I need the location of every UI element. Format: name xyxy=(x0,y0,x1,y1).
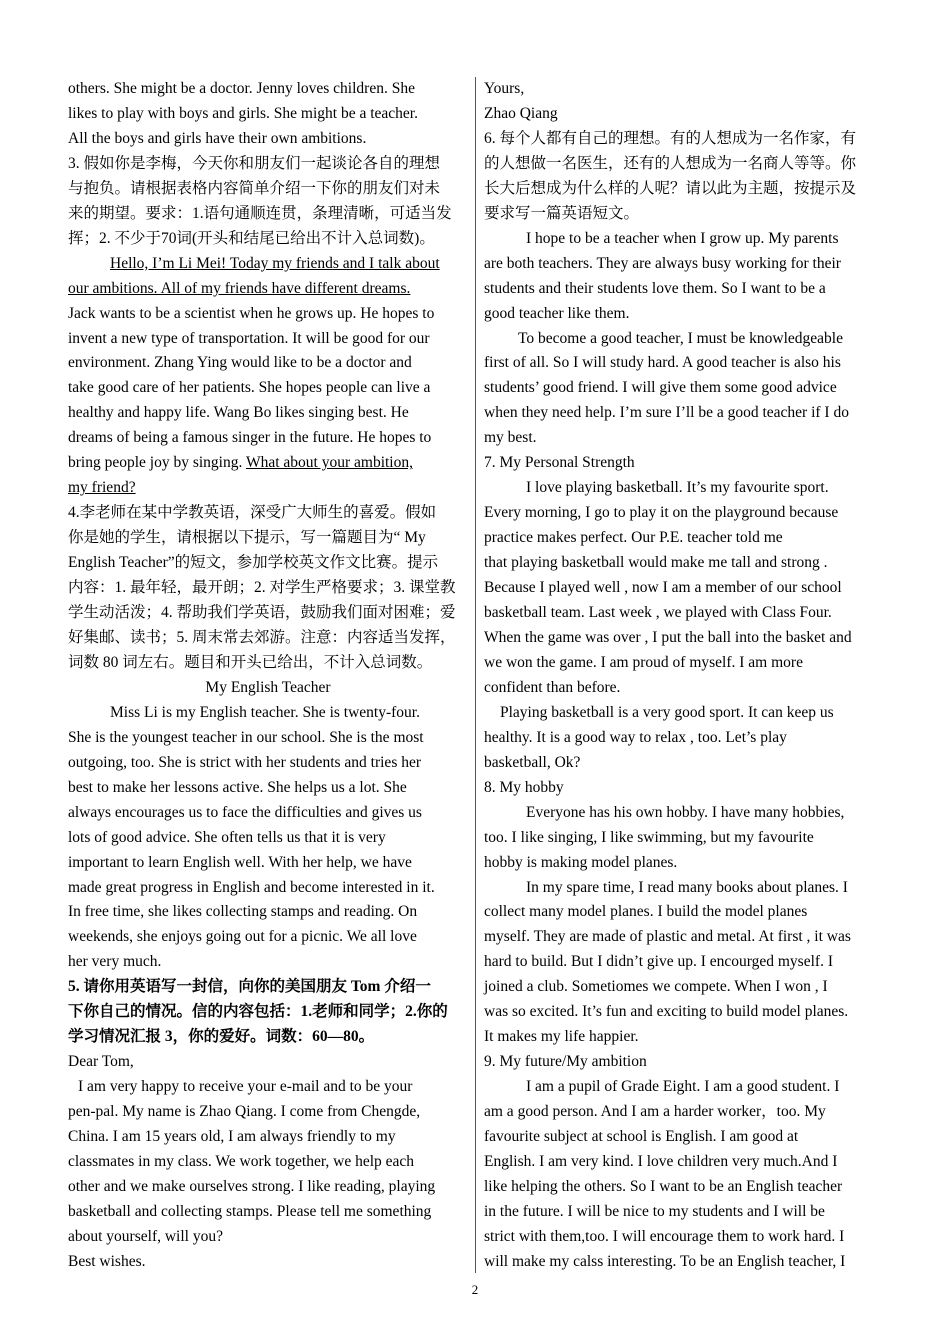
line-text: hard to build. But I didn’t give up. I encourged myself. I xyxy=(484,953,833,971)
line-text: like helping the others. So I want to be an English teacher xyxy=(484,1177,843,1195)
line-text: In my spare time, I read many books about planes. I xyxy=(526,878,848,896)
line-text: students’ good friend. I will give them some good advice xyxy=(484,379,837,397)
line-text: always encourages us to face the difficulties and gives us xyxy=(68,803,422,821)
line-text: All the boys and girls have their own ambitions. xyxy=(68,129,367,147)
line-text: invent a new type of transportation. It will be good for our xyxy=(68,329,430,347)
line-text: Dear Tom, xyxy=(68,1053,134,1071)
line-text: myself. They are made of plastic and metal. At first , it was xyxy=(484,928,851,946)
right-text-line xyxy=(484,476,884,501)
line-text: take good care of her patients. She hopes people can live a xyxy=(68,379,431,397)
line-text: environment. Zhang Ying would like to be a doctor and xyxy=(68,354,412,372)
line-text: 5. 请你用英语写一封信，向你的美国朋友 Tom 介绍一 xyxy=(68,978,431,996)
right-text-line xyxy=(484,376,884,401)
left-text-line xyxy=(68,152,468,177)
right-text-line xyxy=(484,801,884,826)
line-text: others. She might be a doctor. Jenny loves children. She xyxy=(68,80,415,97)
line-text: In free time, she likes collecting stamps and reading. On xyxy=(68,903,418,921)
right-text-line xyxy=(484,676,884,701)
right-text-line xyxy=(484,426,884,451)
right-text-line xyxy=(484,202,884,227)
left-text-line xyxy=(68,476,468,501)
left-text-line xyxy=(68,102,468,127)
right-text-line xyxy=(484,102,884,127)
line-text: Best wishes. xyxy=(68,1252,146,1270)
line-text: 来的期望。要求：1.语句通顺连贯，条理清晰，可适当发 xyxy=(68,204,452,222)
left-text-line xyxy=(68,1250,468,1275)
line-text: 要求写一篇英语短文。 xyxy=(484,204,640,222)
right-text-line xyxy=(484,401,884,426)
line-text: Jack wants to be a scientist when he grows up. He hopes to xyxy=(68,304,435,322)
line-text: in the future. I will be nice to my students and I will be xyxy=(484,1202,825,1220)
left-text-line xyxy=(68,726,468,751)
right-text-line xyxy=(484,776,884,801)
line-text: first of all. So I will study hard. A good teacher is also his xyxy=(484,354,841,372)
right-text-line xyxy=(484,1075,884,1100)
left-text-line xyxy=(68,451,468,476)
line-text: 学习情况汇报 3，你的爱好。词数：60—80。 xyxy=(68,1028,375,1046)
line-text: will make my calss interesting. To be an English teacher, I xyxy=(484,1252,846,1270)
line-text: am a good person. And I am a harder worker，too. My xyxy=(484,1103,826,1121)
left-column xyxy=(68,77,468,1275)
line-text: 6. 每个人都有自己的理想。有的人想成为一名作家，有 xyxy=(484,129,857,147)
right-text-line xyxy=(484,1000,884,1025)
left-text-line xyxy=(68,327,468,352)
left-text-line xyxy=(68,526,468,551)
left-text-line xyxy=(68,227,468,252)
line-text: best to make her lessons active. She helps us a lot. She xyxy=(68,778,407,796)
line-text: students and their students love them. So I want to be a xyxy=(484,279,826,297)
line-text: 4.李老师在某中学教英语，深受广大师生的喜爱。假如 xyxy=(68,504,437,522)
line-text: my best. xyxy=(484,429,537,447)
line-text: When the game was over , I put the ball into the basket and xyxy=(484,628,852,646)
line-text: basketball and collecting stamps. Please tell me something xyxy=(68,1202,432,1220)
left-text-line xyxy=(68,876,468,901)
line-text: 挥；2. 不少于70词(开头和结尾已给出不计入总词数)。 xyxy=(68,229,435,247)
line-text: Because I played well , now I am a member of our school xyxy=(484,579,842,597)
line-text: 长大后想成为什么样的人呢？请以此为主题，按提示及 xyxy=(484,179,857,197)
line-text: Yours, xyxy=(484,80,525,97)
right-text-line xyxy=(484,925,884,950)
right-text-line xyxy=(484,1200,884,1225)
line-text: our ambitions. All of my friends have different dreams. xyxy=(68,279,411,297)
underlined-text: What about your ambition, xyxy=(245,454,413,472)
right-text-line xyxy=(484,451,884,476)
line-text: 7. My Personal Strength xyxy=(484,454,635,472)
right-text-line xyxy=(484,1250,884,1275)
left-text-line xyxy=(68,1025,468,1050)
right-text-line xyxy=(484,252,884,277)
line-text: likes to play with boys and girls. She might be a teacher. xyxy=(68,104,418,122)
line-text: 好集邮、读书；5. 周末常去郊游。注意：内容适当发挥， xyxy=(68,628,456,646)
line-text: outgoing, too. She is strict with her students and tries her xyxy=(68,753,422,771)
left-text-line xyxy=(68,376,468,401)
right-text-line xyxy=(484,1100,884,1125)
left-text-line xyxy=(68,351,468,376)
line-text: 9. My future/My ambition xyxy=(484,1053,647,1071)
right-text-line xyxy=(484,526,884,551)
line-text: I am very happy to receive your e-mail and to be your xyxy=(78,1078,413,1096)
line-text: 8. My hobby xyxy=(484,778,564,796)
line-text: pen-pal. My name is Zhao Qiang. I come from Chengde, xyxy=(68,1103,421,1121)
right-text-line xyxy=(484,152,884,177)
line-text: China. I am 15 years old, I am always friendly to my xyxy=(68,1128,396,1146)
line-text: weekends, she enjoys going out for a picnic. We all love xyxy=(68,928,417,946)
line-text: 词数 80 词左右。题目和开头已给出，不计入总词数。 xyxy=(68,653,433,671)
line-text: Everyone has his own hobby. I have many hobbies, xyxy=(526,803,845,821)
right-text-line xyxy=(484,177,884,202)
line-text: strict with them,too. I will encourage them to work hard. I xyxy=(484,1227,845,1245)
line-text: 你是她的学生，请根据以下提示，写一篇题目为“ My xyxy=(68,529,426,547)
line-text: when they need help. I’m sure I’ll be a good teacher if I do xyxy=(484,404,849,422)
line-text: confident than before. xyxy=(484,678,621,696)
right-text-line xyxy=(484,302,884,327)
line-text: healthy. It is a good way to relax , too. Let’s play xyxy=(484,728,787,746)
line-text: dreams of being a famous singer in the future. He hopes to xyxy=(68,429,432,447)
left-text-line xyxy=(68,925,468,950)
line-text: collect many model planes. I build the model planes xyxy=(484,903,808,921)
left-text-line xyxy=(68,851,468,876)
right-text-line xyxy=(484,601,884,626)
line-text: English. I am very kind. I love children very much.And I xyxy=(484,1152,838,1170)
right-text-line xyxy=(484,726,884,751)
right-text-line xyxy=(484,701,884,726)
right-text-line xyxy=(484,975,884,1000)
left-text-line xyxy=(68,202,468,227)
left-text-line xyxy=(68,1000,468,1025)
line-text: To become a good teacher, I must be knowledgeable xyxy=(518,329,843,347)
left-text-line xyxy=(68,975,468,1000)
line-text: that playing basketball would make me tall and strong . xyxy=(484,554,828,572)
left-text-line xyxy=(68,551,468,576)
left-text-line xyxy=(68,801,468,826)
page-number: 2 xyxy=(471,1282,479,1297)
line-text: too. I like singing, I like swimming, but my favourite xyxy=(484,828,814,846)
left-text-line xyxy=(68,826,468,851)
line-text: 与抱负。请根据表格内容简单介绍一下你的朋友们对未 xyxy=(68,179,441,197)
line-text: lots of good advice. She often tells us that it is very xyxy=(68,828,386,846)
line-text: was so excited. It’s fun and exciting to build model planes. xyxy=(484,1003,849,1021)
left-text-line xyxy=(68,900,468,925)
left-text-line xyxy=(68,776,468,801)
right-text-line xyxy=(484,501,884,526)
right-column xyxy=(484,77,884,1275)
left-text-line xyxy=(68,950,468,975)
line-text: practice makes perfect. Our P.E. teacher told me xyxy=(484,529,783,547)
right-text-line xyxy=(484,1050,884,1075)
left-text-line xyxy=(68,501,468,526)
left-text-line xyxy=(68,651,468,676)
line-text: I am a pupil of Grade Eight. I am a good student. I xyxy=(526,1078,840,1096)
line-text: My English Teacher xyxy=(205,678,331,696)
line-text: Zhao Qiang xyxy=(484,104,558,122)
column-divider xyxy=(475,77,476,1273)
line-text: my friend? xyxy=(68,479,136,497)
right-text-line xyxy=(484,876,884,901)
left-text-line xyxy=(68,127,468,152)
right-text-line xyxy=(484,1125,884,1150)
line-text: basketball, Ok? xyxy=(484,753,581,771)
left-text-line xyxy=(68,177,468,202)
left-text-line xyxy=(68,1175,468,1200)
line-text: English Teacher”的短文，参加学校英文作文比赛。提示 xyxy=(68,554,439,572)
left-text-line xyxy=(68,1225,468,1250)
line-text: other and we make ourselves strong. I like reading, playing xyxy=(68,1177,436,1195)
left-text-line xyxy=(68,701,468,726)
left-text-line xyxy=(68,751,468,776)
right-text-line xyxy=(484,651,884,676)
right-text-line xyxy=(484,1225,884,1250)
line-text: made great progress in English and become interested in it. xyxy=(68,878,435,896)
line-text: good teacher like them. xyxy=(484,304,630,322)
line-text: about yourself, will you? xyxy=(68,1227,223,1245)
line-text: 的人想做一名医生，还有的人想成为一名商人等等。你 xyxy=(484,154,857,172)
right-text-line xyxy=(484,77,884,102)
left-text-line xyxy=(68,576,468,601)
right-text-line xyxy=(484,900,884,925)
right-text-line xyxy=(484,1150,884,1175)
line-text: hobby is making model planes. xyxy=(484,853,678,871)
left-text-line xyxy=(68,401,468,426)
left-text-line xyxy=(68,676,468,701)
left-text-line xyxy=(68,426,468,451)
right-text-line xyxy=(484,1025,884,1050)
right-text-line xyxy=(484,351,884,376)
left-text-line xyxy=(68,1200,468,1225)
line-text: I love playing basketball. It’s my favourite sport. xyxy=(526,479,829,497)
right-text-line xyxy=(484,826,884,851)
right-text-line xyxy=(484,576,884,601)
left-text-line xyxy=(68,77,468,102)
left-text-line xyxy=(68,1075,468,1100)
left-text-line xyxy=(68,626,468,651)
right-text-line xyxy=(484,1175,884,1200)
line-text: classmates in my class. We work together, we help each xyxy=(68,1152,415,1170)
left-text-line xyxy=(68,601,468,626)
line-text: It makes my life happier. xyxy=(484,1028,639,1046)
left-text-line xyxy=(68,1050,468,1075)
line-text: important to learn English well. With her help, we have xyxy=(68,853,412,871)
line-text: basketball team. Last week , we played with Class Four. xyxy=(484,604,832,622)
line-text: Hello, I’m Li Mei! Today my friends and I talk about xyxy=(110,254,440,272)
left-text-line xyxy=(68,302,468,327)
right-text-line xyxy=(484,127,884,152)
line-text: 内容：1. 最年轻，最开朗；2. 对学生严格要求；3. 课堂教 xyxy=(68,579,456,597)
line-text: Miss Li is my English teacher. She is twenty-four. xyxy=(110,703,420,721)
left-text-line xyxy=(68,1150,468,1175)
right-text-line xyxy=(484,851,884,876)
line-text: her very much. xyxy=(68,953,162,971)
line-text: are both teachers. They are always busy working for their xyxy=(484,254,841,272)
left-text-line xyxy=(68,1100,468,1125)
line-text: Every morning, I go to play it on the playground because xyxy=(484,504,839,522)
left-text-line xyxy=(68,277,468,302)
line-text: I hope to be a teacher when I grow up. My parents xyxy=(526,229,839,247)
line-text: 3. 假如你是李梅，今天你和朋友们一起谈论各自的理想 xyxy=(68,154,441,172)
right-text-line xyxy=(484,227,884,252)
right-text-line xyxy=(484,626,884,651)
right-text-line xyxy=(484,950,884,975)
line-text: She is the youngest teacher in our school. She is the most xyxy=(68,728,424,746)
line-text: healthy and happy life. Wang Bo likes singing best. He xyxy=(68,404,409,422)
line-text: 学生动活泼；4. 帮助我们学英语，鼓励我们面对困难；爱 xyxy=(68,604,456,622)
line-text: joined a club. Sometiomes we compete. When I won , I xyxy=(484,978,828,996)
right-text-line xyxy=(484,327,884,352)
line-text: we won the game. I am proud of myself. I am more xyxy=(484,653,803,671)
left-text-line xyxy=(68,252,468,277)
right-text-line xyxy=(484,751,884,776)
line-text: 下你自己的情况。信的内容包括：1.老师和同学；2.你的 xyxy=(68,1003,448,1021)
line-text: favourite subject at school is English. I am good at xyxy=(484,1128,799,1146)
right-text-line xyxy=(484,551,884,576)
line-text: Playing basketball is a very good sport. It can keep us xyxy=(500,703,834,721)
right-text-line xyxy=(484,277,884,302)
line-text: bring people joy by singing. xyxy=(68,454,246,472)
left-text-line xyxy=(68,1125,468,1150)
